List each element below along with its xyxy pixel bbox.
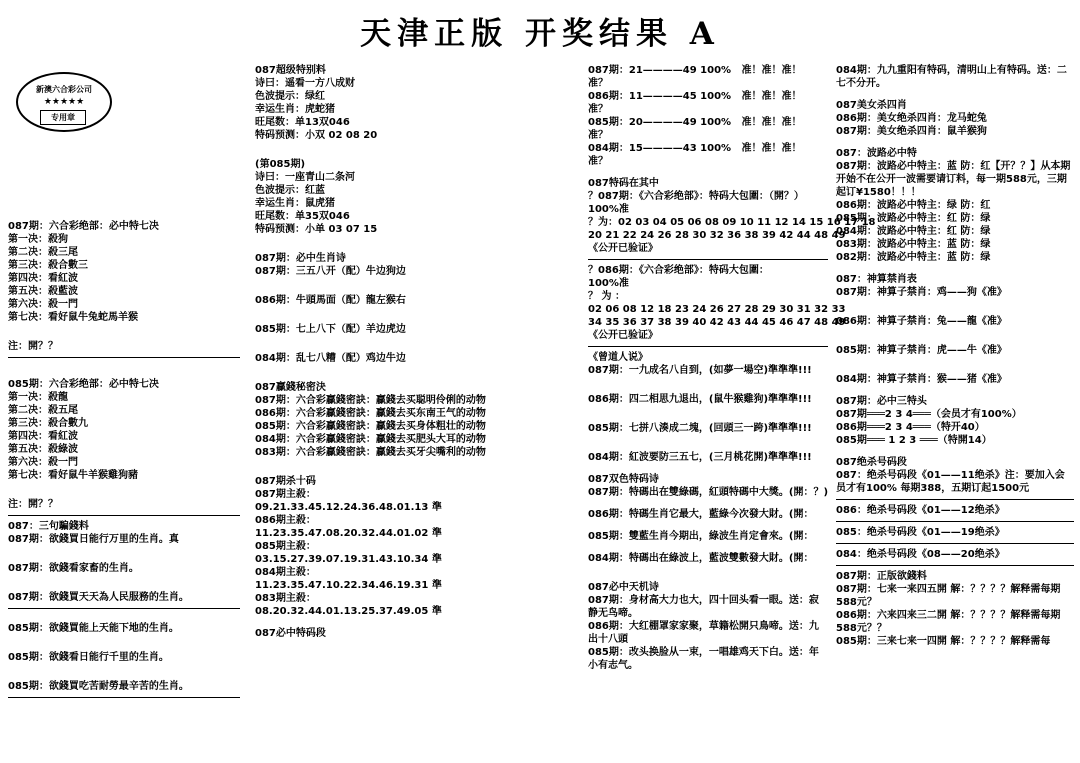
text-line: 第五决：殺綠波 bbox=[8, 444, 78, 455]
text-line: 第四决：看紅波 bbox=[8, 273, 78, 284]
text-line: 20 21 22 24 26 28 30 32 36 38 39 42 44 48 49 bbox=[588, 230, 846, 241]
text-line: 083期主殺：08.20.32.44.01.13.25.37.49.05 準 bbox=[255, 593, 442, 617]
range-note: 准？ bbox=[588, 156, 608, 167]
text-line: 086期：六合彩贏錢密訣：贏錢去买东南王气的动物 bbox=[255, 408, 486, 419]
text-line: 02 06 08 12 18 23 24 26 27 28 29 30 31 32 33 bbox=[588, 304, 846, 315]
text-line: 第二决：殺三尾 bbox=[8, 247, 78, 258]
range-line: 086期：11————45 100% 准！准！准！ bbox=[588, 91, 802, 102]
text-line: 第六决：殺一門 bbox=[8, 299, 78, 310]
text-line: 084期主殺：11.23.35.47.10.22.34.46.19.31 準 bbox=[255, 567, 442, 591]
text-line: 087期：美女绝杀四肖：鼠羊猴狗 bbox=[836, 126, 987, 137]
text-line: 第一决：殺狗 bbox=[8, 234, 68, 245]
text-line: 085期：六合彩绝部：必中特七决 bbox=[8, 379, 159, 390]
section-title: 087期：必中生肖诗 bbox=[255, 253, 346, 264]
range-note: 准？ bbox=[588, 130, 608, 141]
text-line: 084期：神算子禁肖：猴——猪《准》 bbox=[836, 374, 1007, 385]
text-line: 第七决：看好鼠牛羊猴雞狗豬 bbox=[8, 470, 138, 481]
section-title: 087期：必中三特头 bbox=[836, 396, 927, 407]
text-line: 旺尾数：单13双046 bbox=[255, 117, 350, 128]
text-line: 34 35 36 37 38 39 40 42 43 44 45 46 47 48 49 bbox=[588, 317, 846, 328]
section-title: 087绝杀号码段 bbox=[836, 457, 907, 468]
text-line: 第三决：殺合數三 bbox=[8, 260, 88, 271]
text-line: 085期主殺：03.15.27.39.07.19.31.43.10.34 準 bbox=[255, 541, 442, 565]
text-line: 087期：七来一来四五開 解：？？？？解释需每期588元？ bbox=[836, 584, 1061, 608]
text-line: 082期：波路必中特主：蓝 防：绿 bbox=[836, 252, 991, 263]
text-line: 086期：特碼生肖它最大，藍綠今次發大財。(開： bbox=[588, 509, 814, 520]
text-line: 086期═══2 3 4═══（特开40） bbox=[836, 422, 985, 433]
text-line: 086期：六来四来三二開 解：？？？？解释需每期588元？？ bbox=[836, 610, 1061, 634]
section-title: 087：三句騙錢料 bbox=[8, 521, 89, 532]
divider bbox=[8, 608, 240, 609]
page-title: 天津正版 开奖结果 A bbox=[360, 16, 720, 52]
text-line: 087期主殺：09.21.33.45.12.24.36.48.01.13 準 bbox=[255, 489, 442, 513]
range-note: 准？ bbox=[588, 104, 608, 115]
text-line: 085期═══ 1 2 3 ═══（特開14） bbox=[836, 435, 992, 446]
divider bbox=[836, 499, 1074, 500]
section-title: 087期：正版欲錢料 bbox=[836, 571, 927, 582]
text-line: ？为：02 03 04 05 06 08 09 10 11 12 14 15 16 17 18 bbox=[588, 217, 876, 228]
text-line: 色波提示：绿红 bbox=[255, 91, 325, 102]
section-title: 087：神算禁肖表 bbox=[836, 274, 917, 285]
note-line: 注：開？？ bbox=[8, 499, 58, 510]
text-line: 084期：紅波要防三五七，(三月桃花開)準準準!!! bbox=[588, 452, 812, 463]
text-line: 087：绝杀号码段《01——11绝杀》注：要加入会员才有100% 每期388，五期订起1500元 bbox=[836, 470, 1065, 494]
text-line: 086：绝杀号码段《01——12绝杀》 bbox=[836, 505, 1005, 516]
section-title: 087必中特码段 bbox=[255, 628, 326, 639]
text-line: 086期主殺：11.23.35.47.08.20.32.44.01.02 準 bbox=[255, 515, 442, 539]
section-title: 087：波路必中特 bbox=[836, 148, 917, 159]
text-line: 085期：欲錢買能上天能下地的生肖。 bbox=[8, 623, 179, 634]
text-line: 《公开已验证》 bbox=[588, 243, 658, 254]
text-line: 087期：一九成名八自到，(如夢一場空)準準準!!! bbox=[588, 365, 812, 376]
text-line: ？ 为 ： bbox=[588, 291, 625, 302]
text-line: 085期：三来七来一四開 解：？？？？解释需每 bbox=[836, 636, 1051, 647]
text-line: 087期：三五八开（配）牛边狗边 bbox=[255, 266, 406, 277]
text-line: 086期：美女绝杀四肖：龙马蛇兔 bbox=[836, 113, 987, 124]
text-line: ？086期：《六合彩绝部》：特码大包圍： bbox=[588, 265, 769, 276]
divider bbox=[588, 346, 828, 347]
text-line: 085期：神算子禁肖：虎——牛《准》 bbox=[836, 345, 1007, 356]
text-line: 085期：波路必中特主：红 防：绿 bbox=[836, 213, 991, 224]
column-center-left bbox=[255, 64, 487, 640]
divider bbox=[836, 565, 1074, 566]
text-line: 幸运生肖：鼠虎猪 bbox=[255, 198, 335, 209]
section-title: (第085期) bbox=[255, 159, 306, 170]
text-line: 085期：欲錢看日能行千里的生肖。 bbox=[8, 652, 169, 663]
column-left bbox=[8, 64, 240, 702]
section-title: 087期杀十码 bbox=[255, 476, 316, 487]
text-line: 特码预测：小单 03 07 15 bbox=[255, 224, 378, 235]
text-line: 诗曰：一座青山二条河 bbox=[255, 172, 355, 183]
text-line: 第一决：殺龍 bbox=[8, 392, 68, 403]
range-line: 085期：20————49 100% 准！准！准！ bbox=[588, 117, 802, 128]
text-line: 084期：六合彩贏錢密訣：贏錢去买肥头大耳的动物 bbox=[255, 434, 486, 445]
text-line: 084期：乱七八糟（配）鸡边牛边 bbox=[255, 353, 406, 364]
stamp-stars: ★★★★★ bbox=[43, 97, 85, 107]
text-line: 084：绝杀号码段《08——20绝杀》 bbox=[836, 549, 1005, 560]
text-line: 第三决：殺合數九 bbox=[8, 418, 88, 429]
text-line: 特码预测：小双 02 08 20 bbox=[255, 130, 378, 141]
divider bbox=[836, 521, 1074, 522]
column-right bbox=[836, 64, 1074, 648]
text-line: 087期：特碼出在雙綠碼，紅頭特碼中大獎。(開：？) bbox=[588, 487, 829, 498]
section-title: 《曾道人说》 bbox=[588, 352, 648, 363]
section-title: 087超级特别料 bbox=[255, 65, 326, 76]
text-line: 第二决：殺五尾 bbox=[8, 405, 78, 416]
section-title: 087特码在其中 bbox=[588, 178, 659, 189]
text-line: 幸运生肖：虎蛇猪 bbox=[255, 104, 335, 115]
text-line: 色波提示：红蓝 bbox=[255, 185, 325, 196]
text-line: 087期：身材高大力也大，四十回头看一眼。送：寂静无鸟啼。 bbox=[588, 595, 819, 619]
section-title: 087必中天机诗 bbox=[588, 582, 659, 593]
text-line: 旺尾数：单35双046 bbox=[255, 211, 350, 222]
divider bbox=[588, 259, 828, 260]
text-line: 085期：七上八下（配）羊边虎边 bbox=[255, 324, 406, 335]
divider bbox=[8, 697, 240, 698]
text-line: 085期：欲錢買吃苦耐勞最辛苦的生肖。 bbox=[8, 681, 189, 692]
text-line: 086期：波路必中特主：绿 防：红 bbox=[836, 200, 991, 211]
note-line: 注：開？？ bbox=[8, 341, 58, 352]
range-line: 084期：15————43 100% 准！准！准！ bbox=[588, 143, 802, 154]
text-line: 087期：波路必中特主：蓝 防：红【开？？】从本期开始不在公开一波需要请订料，每一期588元，三期起订¥1580！！！ bbox=[836, 161, 1071, 198]
text-line: 第四决：看紅波 bbox=[8, 431, 78, 442]
text-line: 085期：改头换脸从一束，一唱雄鸡天下白。送：年小有志气。 bbox=[588, 647, 819, 671]
stamp-band: 专用章 bbox=[40, 110, 86, 125]
text-line: 086期：大红棚罩家家聚，草籍松開只鳥啼。送：九出十八頭 bbox=[588, 621, 819, 645]
text-line: 087期：六合彩贏錢密訣：贏錢去买聪明伶俐的动物 bbox=[255, 395, 486, 406]
stamp-text: 新澳六合彩公司 bbox=[36, 85, 92, 94]
text-line: 087期：神算子禁肖：鸡——狗《准》 bbox=[836, 287, 1007, 298]
divider bbox=[836, 543, 1074, 544]
text-line: 084期：九九重阳有特码，清明山上有特码。送：二七不分开。 bbox=[836, 65, 1067, 89]
text-line: 083期：波路必中特主：蓝 防：绿 bbox=[836, 239, 991, 250]
divider bbox=[8, 515, 240, 516]
text-line: 083期：六合彩贏錢密訣：贏錢去买牙尖嘴利的动物 bbox=[255, 447, 486, 458]
text-line: 084期：特碼出在綠波上，藍波雙數發大財。(開： bbox=[588, 553, 814, 564]
text-line: 087期：六合彩绝部：必中特七决 bbox=[8, 221, 159, 232]
text-line: 085期：雙藍生肖今期出，綠波生肖定會來。(開： bbox=[588, 531, 814, 542]
text-line: 086期：牛頭馬面（配）龍左猴右 bbox=[255, 295, 406, 306]
text-line: 100%准 bbox=[588, 204, 629, 215]
section-title: 087美女杀四肖 bbox=[836, 100, 907, 111]
section-title: 087双色特码诗 bbox=[588, 474, 659, 485]
text-line: 084期：波路必中特主：红 防：绿 bbox=[836, 226, 991, 237]
text-line: 087期：欲錢看家畜的生肖。 bbox=[8, 563, 139, 574]
text-line: 087期：欲錢買天天為人民服務的生肖。 bbox=[8, 592, 189, 603]
text-line: 085期：七拼八湊成二塊，(回頭三一跨)準準準!!! bbox=[588, 423, 812, 434]
text-line: 085期：六合彩贏錢密訣：贏錢去买身体粗壮的动物 bbox=[255, 421, 486, 432]
text-line: 第六决：殺一門 bbox=[8, 457, 78, 468]
text-line: 100%准 bbox=[588, 278, 629, 289]
text-line: 第五决：殺藍波 bbox=[8, 286, 78, 297]
text-line: 086期：神算子禁肖：兔——龍《准》 bbox=[836, 316, 1007, 327]
text-line: 第七决：看好鼠牛兔蛇馬羊猴 bbox=[8, 312, 138, 323]
text-line: 085：绝杀号码段《01——19绝杀》 bbox=[836, 527, 1005, 538]
range-note: 准？ bbox=[588, 78, 608, 89]
text-line: 086期：四二相思九退出，(鼠牛猴雞狗)準準準!!! bbox=[588, 394, 812, 405]
range-line: 087期：21————49 100% 准！准！准！ bbox=[588, 65, 802, 76]
section-title: 087贏錢秘密決 bbox=[255, 382, 326, 393]
company-seal-stamp bbox=[16, 72, 112, 132]
divider bbox=[8, 357, 240, 358]
text-line: ？087期：《六合彩绝部》：特码大包圍：（開？） bbox=[588, 191, 804, 202]
text-line: 诗曰：遥看一方八成财 bbox=[255, 78, 355, 89]
text-line: 《公开已验证》 bbox=[588, 330, 658, 341]
text-line: 087期═══2 3 4═══（会员才有100%） bbox=[836, 409, 1022, 420]
text-line: 087期：欲錢買日能行万里的生肖。真 bbox=[8, 534, 179, 545]
